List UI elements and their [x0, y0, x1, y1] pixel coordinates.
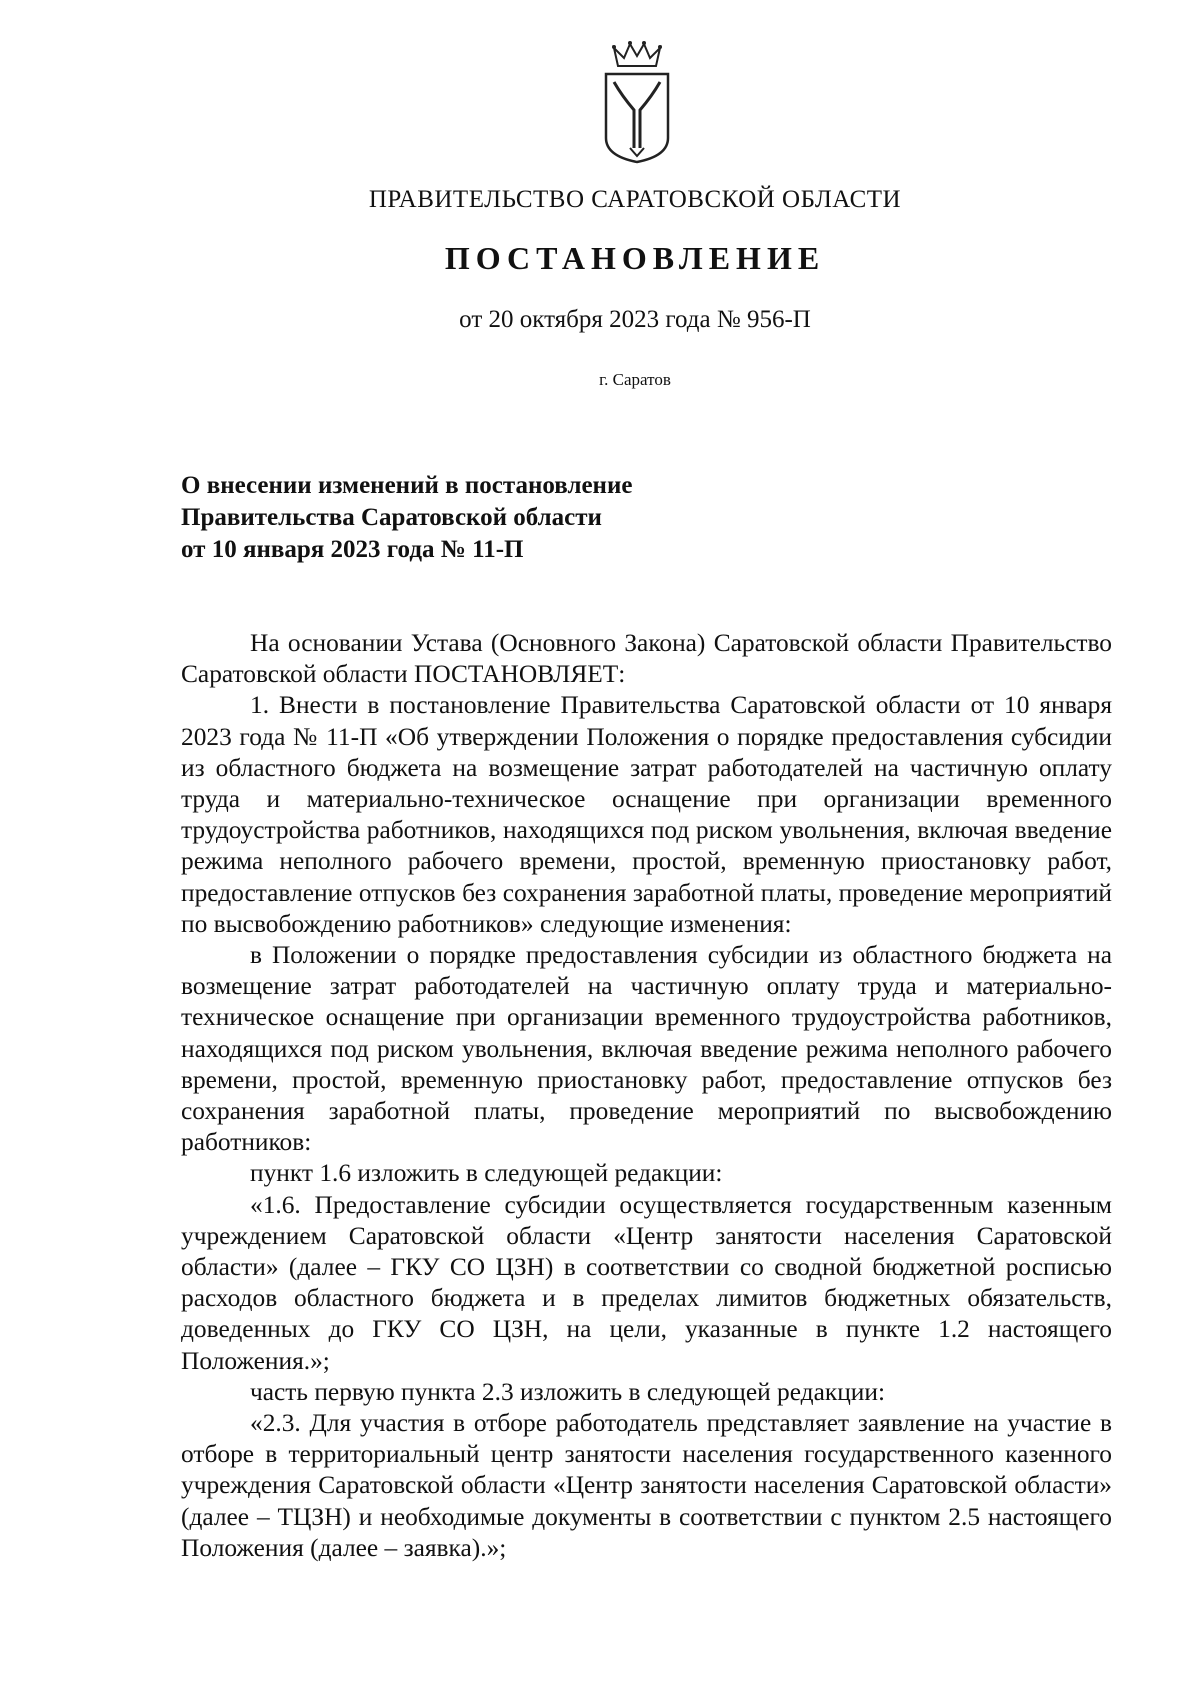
coat-of-arms-icon — [600, 40, 674, 166]
subject-line: О внесении изменений в постановление — [181, 472, 633, 499]
paragraph-clause-2-3-text: «2.3. Для участия в отборе работодатель представляет заявление на участие в отборе в территориальный центр занятости населения государственного казенного учреждения Саратовской области «Центр занятости населения Саратовской области» (далее – ТЦЗН) и необходимые документы в соответствии с пунктом 2.5 настоящего Положения (далее – заявка).»; — [181, 1409, 1112, 1562]
document-body — [181, 628, 1112, 1564]
subject-line: от 10 января 2023 года № 11-П — [181, 536, 524, 563]
paragraph-clause-1-6-text: «1.6. Предоставление субсидии осуществляется государственным казенным учреждением Саратовской области «Центр занятости населения Саратовской области» (далее – ГКУ СО ЦЗН) в соответствии со сводной бюджетной росписью расходов областного бюджета и в пределах лимитов бюджетных обязательств, доведенных до ГКУ СО ЦЗН, на цели, указанные в пункте 1.2 настоящего Положения.»; — [181, 1190, 1112, 1375]
subject-line: Правительства Саратовской области — [181, 504, 602, 531]
paragraph-clause-2-3-intro: часть первую пункта 2.3 изложить в следующей редакции: — [250, 1377, 886, 1406]
paragraph-clause-1-6-intro: пункт 1.6 изложить в следующей редакции: — [250, 1159, 723, 1188]
government-name: ПРАВИТЕЛЬСТВО САРАТОВСКОЙ ОБЛАСТИ — [368, 186, 902, 213]
document-date-number: от 20 октября 2023 года № 956-П — [459, 306, 811, 333]
document-city: г. Саратов — [599, 370, 671, 389]
document-subject — [181, 470, 741, 566]
document-type: ПОСТАНОВЛЕНИЕ — [444, 240, 826, 276]
paragraph-regulation-changes: в Положении о порядке предоставления субсидии из областного бюджета на возмещение затрат работодателей на частичную оплату труда и материально-техническое оснащение при организации временного трудоустройства работников, находящихся под риском увольнения, включая введение режима неполного рабочего времени, простой, временную приостановку работ, предоставление отпусков без сохранения заработной платы, проведение мероприятий по высвобождению работников: — [181, 941, 1112, 1157]
paragraph-basis: На основании Устава (Основного Закона) Саратовской области Правительство Саратовской области ПОСТАНОВЛЯЕТ: — [181, 629, 1112, 689]
paragraph-item-1: 1. Внести в постановление Правительства Саратовской области от 10 января 2023 года № 11-П «Об утверждении Положения о порядке предоставления субсидии из областного бюджета на возмещение затрат работодателей на частичную оплату труда и материально-техническое оснащение при организации временного трудоустройства работников, находящихся под риском увольнения, включая введение режима неполного рабочего времени, простой, временную приостановку работ, предоставление отпусков без сохранения заработной платы, проведение мероприятий по высвобождению работников» следующие изменения: — [181, 691, 1112, 938]
